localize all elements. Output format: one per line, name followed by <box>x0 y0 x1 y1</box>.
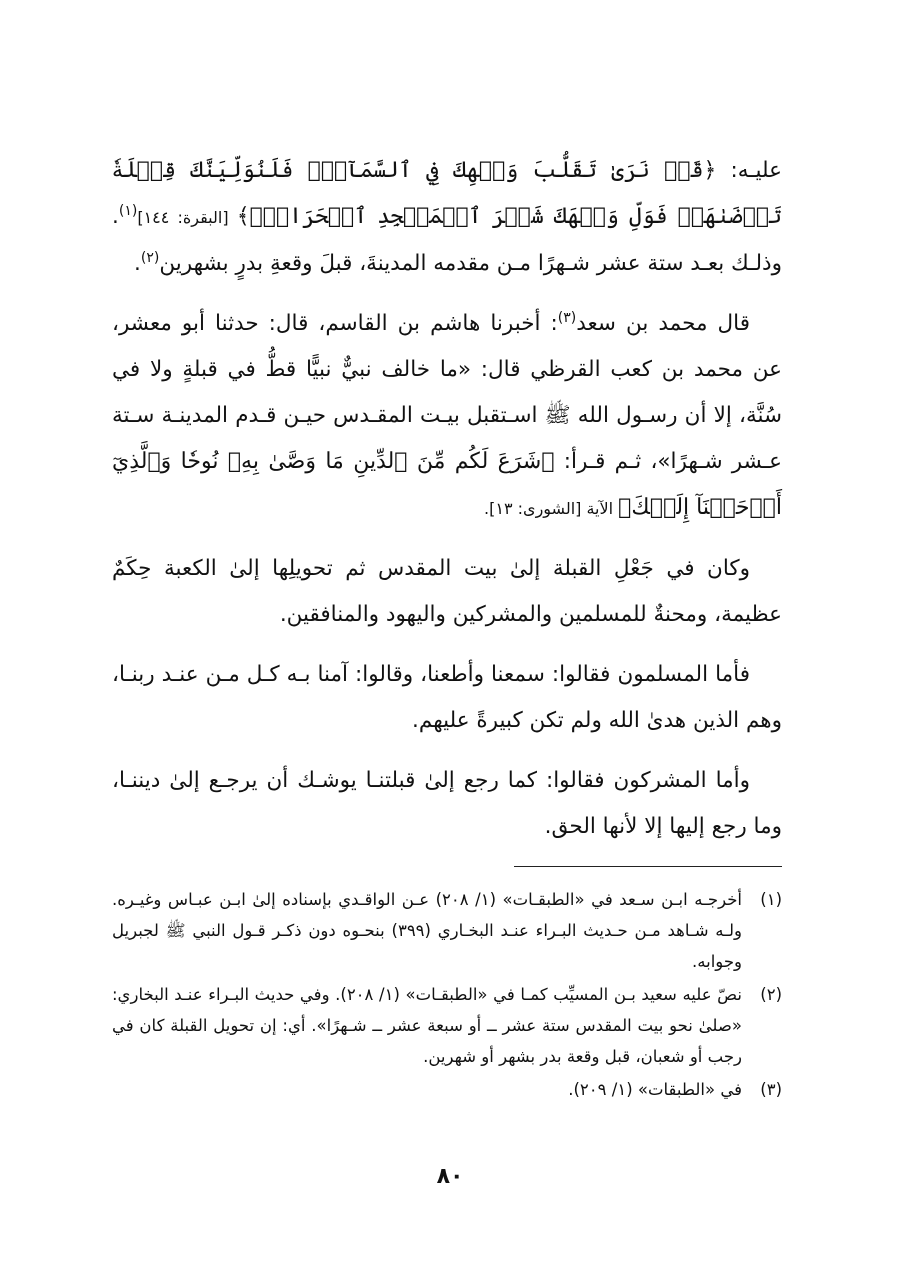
paragraph-3: وكان في جَعْلِ القبلة إلىٰ بيت المقدس ثم تحويلِها إلىٰ الكعبة حِكَمٌ عظيمة، ومحنةٌ للمسلمين والمشركين واليهود والمنافقين. <box>112 556 782 627</box>
page-number: ٨٠ <box>436 1164 464 1189</box>
paragraph-1-prefix: عليـه: <box>716 158 782 183</box>
footnote-divider <box>514 866 782 867</box>
footnote-number: (١) <box>760 890 782 909</box>
paragraph-5: وأما المشركون فقالوا: كما رجع إلىٰ قبلتنـا يوشـك أن يرجـع إلىٰ ديننـا، وما رجع إليها إلا لأنها الحق. <box>112 768 782 839</box>
paragraph-1-text: . وذلـك بعـد ستة عشر شـهرًا مـن مقدمه المدينةَ، قبلَ وقعةِ بدرٍ بشهرين <box>112 204 782 276</box>
paragraph-2-start: قال محمد بن سعد <box>576 311 750 336</box>
footnote-2 <box>112 979 782 1072</box>
quran-verse-baqarah: ﴿قَدۡ نَرَىٰ تَقَلُّبَ وَجۡهِكَ فِي ٱلسَّمَآءِۖ فَلَنُوَلِّيَنَّكَ قِبۡلَةٗ تَرۡضَىٰهَاۚ فَوَلِّ وَجۡهَكَ شَطۡرَ ٱلۡمَسۡجِدِ ٱلۡحَرَامِۚ﴾ <box>112 158 782 229</box>
footnote-text: في «الطبقات» (١/ ٢٠٩). <box>568 1080 742 1099</box>
footnote-number: (٢) <box>760 985 782 1004</box>
paragraph-2 <box>112 301 782 532</box>
footnote-number: (٣) <box>760 1080 782 1099</box>
paragraph-4: فأما المسلمون فقالوا: سمعنا وأطعنا، وقالوا: آمنا بـه كـل مـن عنـد ربنـا، وهم الذين هدىٰ الله ولم تكن كبيرةً عليهم. <box>112 662 782 733</box>
footnotes <box>112 884 782 1107</box>
paragraph-2-text: : أخبرنا هاشم بن القاسم، قال: حدثنا أبو معشر، عن محمد بن كعب القرظي قال: «ما خالف نبيٌّ نبيًّا قطُّ في قبلةٍ ولا في سُنَّة، إلا أن رسـول الله ﷺ اسـتقبل بيـت المقـدس حيـن قـدم المدينـة سـتة عـشر شـهرًا»، ثـم قـرأ: <box>112 311 782 474</box>
paragraph-1-end: . <box>134 251 141 276</box>
footnote-3 <box>112 1074 782 1105</box>
footnote-text: أخرجـه ابـن سـعد في «الطبقـات» (١/ ٢٠٨) عـن الواقـدي بإسناده إلىٰ ابـن عبـاس وغيـره. ولـه شـاهد مـن حـديث البـراء عنـد البخـاري (٣٩٩) بنحـوه دون ذكـر قـول النبي ﷺ لجبريل وجوابه. <box>112 890 742 971</box>
footnote-text: نصّ عليه سعيد بـن المسيِّب كمـا في «الطبقـات» (١/ ٢٠٨). وفي حديث البـراء عنـد البخاري: «صلىٰ نحو بيت المقدس ستة عشر ــ أو سبعة عشر ــ شـهرًا». أي: إن تحويل القبلة كان في رجب أو شعبان، قبل وقعة بدر بشهر أو شهرين. <box>112 985 742 1066</box>
verse-reference-baqarah: [البقرة: ١٤٤] <box>137 208 237 227</box>
footnote-ref-2: (٢) <box>140 249 160 266</box>
paragraph-1 <box>112 148 782 287</box>
quran-verse-shura: ﴿شَرَعَ لَكُم مِّنَ ٱلدِّينِ مَا وَصَّىٰ بِهِۦ نُوحٗا وَٱلَّذِيٓ أَوۡحَيۡنَآ إِلَيۡكَ﴾ <box>112 449 782 520</box>
footnote-1 <box>112 884 782 977</box>
verse-reference-shura: الآية [الشورى: ١٣]. <box>484 499 619 518</box>
footnote-ref-3: (٣) <box>557 309 577 326</box>
footnote-ref-1: (١) <box>118 202 138 219</box>
main-text <box>112 148 782 864</box>
